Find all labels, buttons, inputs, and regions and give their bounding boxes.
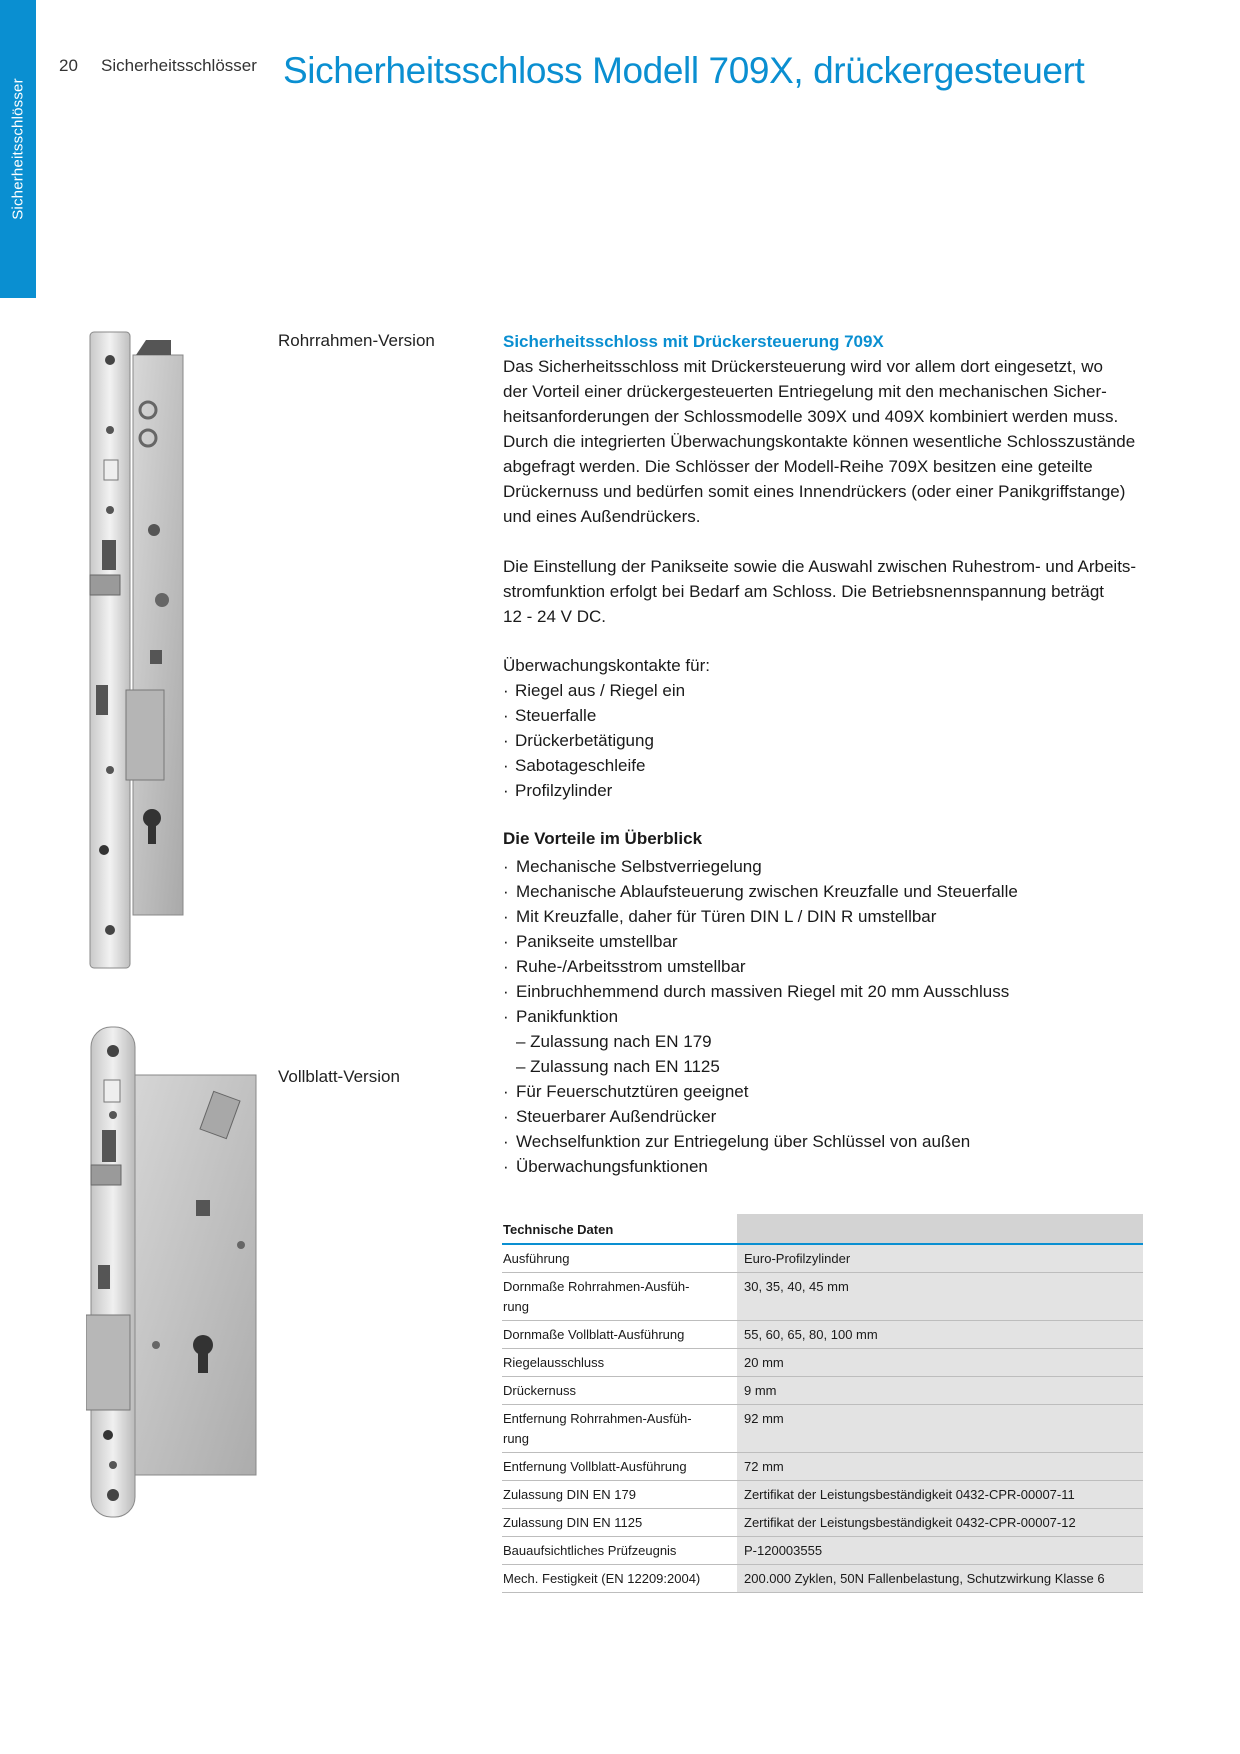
settings-line: stromfunktion erfolgt bei Bedarf am Schloss. Die Betriebsnennspannung beträgt bbox=[503, 582, 1105, 601]
tech-label: Bauaufsichtliches Prüfzeugnis bbox=[502, 1537, 737, 1565]
table-row bbox=[502, 1405, 1143, 1453]
table-row bbox=[502, 1453, 1143, 1481]
list-item: · Riegel aus / Riegel ein bbox=[503, 678, 1163, 703]
tech-label: Ausführung bbox=[502, 1244, 737, 1273]
intro-line: heitsanforderungen der Schlossmodelle 309X und 409X kombiniert werden muss. bbox=[503, 407, 1119, 426]
vollblatt-caption: Vollblatt-Version bbox=[278, 1067, 400, 1086]
list-item: · Steuerfalle bbox=[503, 703, 1163, 728]
section-name: Sicherheitsschlösser bbox=[101, 56, 257, 75]
table-row bbox=[502, 1273, 1143, 1321]
tech-value: 30, 35, 40, 45 mm bbox=[737, 1273, 1143, 1321]
intro-line: Drückernuss und bedürfen somit eines Innendrückers (oder einer Panikgriffstange) bbox=[503, 482, 1126, 501]
intro-line: Das Sicherheitsschloss mit Drückersteuerung wird vor allem dort eingesetzt, wo bbox=[503, 357, 1103, 376]
intro-heading: Sicherheitsschloss mit Drückersteuerung 709X bbox=[503, 332, 884, 351]
list-item: · Steuerbarer Außendrücker bbox=[503, 1104, 1163, 1129]
tech-value: 92 mm bbox=[737, 1405, 1143, 1453]
settings-line: 12 - 24 V DC. bbox=[503, 607, 606, 626]
page-number: 20 bbox=[59, 56, 78, 75]
table-row bbox=[502, 1377, 1143, 1405]
settings-line: Die Einstellung der Panikseite sowie die Auswahl zwischen Ruhestrom- und Arbeits- bbox=[503, 557, 1137, 576]
list-item: · Einbruchhemmend durch massiven Riegel mit 20 mm Ausschluss bbox=[503, 979, 1163, 1004]
tech-label: Entfernung Vollblatt-Ausführung bbox=[502, 1453, 737, 1481]
sub-item: – Zulassung nach EN 1125 bbox=[516, 1057, 720, 1076]
list-item: · Mechanische Selbstverriegelung bbox=[503, 854, 1163, 879]
tech-label: Drückernuss bbox=[502, 1377, 737, 1405]
list-item: · Überwachungsfunktionen bbox=[503, 1154, 1163, 1179]
intro-line: und eines Außendrückers. bbox=[503, 507, 701, 526]
tech-value: Zertifikat der Leistungsbeständigkeit 0432-CPR-00007-11 bbox=[737, 1481, 1143, 1509]
list-item: · Sabotageschleife bbox=[503, 753, 1163, 778]
table-row bbox=[502, 1321, 1143, 1349]
tech-value: Euro-Profilzylinder bbox=[737, 1244, 1143, 1273]
table-row bbox=[502, 1509, 1143, 1537]
table-row bbox=[502, 1244, 1143, 1273]
tech-value: 55, 60, 65, 80, 100 mm bbox=[737, 1321, 1143, 1349]
tech-label: Dornmaße Rohrrahmen-Ausfüh- rung bbox=[502, 1273, 737, 1321]
table-row bbox=[502, 1565, 1143, 1593]
list-item: · Drückerbetätigung bbox=[503, 728, 1163, 753]
list-item: · Wechselfunktion zur Entriegelung über Schlüssel von außen bbox=[503, 1129, 1163, 1154]
tech-value: 9 mm bbox=[737, 1377, 1143, 1405]
tech-value: 200.000 Zyklen, 50N Fallenbelastung, Schutzwirkung Klasse 6 bbox=[737, 1565, 1143, 1593]
tech-label: Mech. Festigkeit (EN 12209:2004) bbox=[502, 1565, 737, 1593]
intro-line: der Vorteil einer drückergesteuerten Entriegelung mit den mechanischen Sicher- bbox=[503, 382, 1107, 401]
tech-table-title: Technische Daten bbox=[502, 1214, 737, 1244]
tech-value: Zertifikat der Leistungsbeständigkeit 0432-CPR-00007-12 bbox=[737, 1509, 1143, 1537]
intro-section bbox=[503, 329, 1163, 529]
list-item: · Für Feuerschutztüren geeignet bbox=[503, 1079, 1163, 1104]
tech-table bbox=[502, 1214, 1143, 1593]
rohrrahmen-lock-image bbox=[86, 330, 186, 970]
list-item: · Panikfunktion bbox=[503, 1004, 1163, 1029]
tech-value: 72 mm bbox=[737, 1453, 1143, 1481]
table-row bbox=[502, 1481, 1143, 1509]
tech-label: Zulassung DIN EN 1125 bbox=[502, 1509, 737, 1537]
vollblatt-lock-image bbox=[86, 1025, 266, 1520]
tech-label: Dornmaße Vollblatt-Ausführung bbox=[502, 1321, 737, 1349]
tech-table-header bbox=[502, 1214, 1143, 1244]
rohrrahmen-caption: Rohrrahmen-Version bbox=[278, 331, 435, 350]
tech-label: Riegelausschluss bbox=[502, 1349, 737, 1377]
settings-section bbox=[503, 554, 1163, 629]
tech-value: 20 mm bbox=[737, 1349, 1143, 1377]
advantages-section bbox=[503, 826, 1163, 1179]
page-title: Sicherheitsschloss Modell 709X, drückergesteuert bbox=[283, 50, 1085, 91]
list-item: · Mechanische Ablaufsteuerung zwischen Kreuzfalle und Steuerfalle bbox=[503, 879, 1163, 904]
monitoring-title: Überwachungskontakte für: bbox=[503, 656, 710, 675]
tech-table-header-fill bbox=[737, 1214, 1143, 1244]
table-row bbox=[502, 1537, 1143, 1565]
monitoring-section bbox=[503, 653, 1163, 803]
sidebar-label: Sicherheitsschlösser bbox=[9, 78, 27, 220]
sidebar-tab bbox=[0, 0, 36, 298]
intro-line: Durch die integrierten Überwachungskontakte können wesentliche Schlosszustände bbox=[503, 432, 1136, 451]
list-item: · Profilzylinder bbox=[503, 778, 1163, 803]
sub-item: – Zulassung nach EN 179 bbox=[516, 1032, 712, 1051]
table-row bbox=[502, 1349, 1143, 1377]
tech-label: Zulassung DIN EN 179 bbox=[502, 1481, 737, 1509]
tech-value: P-120003555 bbox=[737, 1537, 1143, 1565]
list-item: · Panikseite umstellbar bbox=[503, 929, 1163, 954]
list-item: · Ruhe-/Arbeitsstrom umstellbar bbox=[503, 954, 1163, 979]
tech-label: Entfernung Rohrrahmen-Ausfüh- rung bbox=[502, 1405, 737, 1453]
intro-line: abgefragt werden. Die Schlösser der Modell-Reihe 709X besitzen eine geteilte bbox=[503, 457, 1093, 476]
advantages-title: Die Vorteile im Überblick bbox=[503, 829, 703, 848]
list-item: · Mit Kreuzfalle, daher für Türen DIN L / DIN R umstellbar bbox=[503, 904, 1163, 929]
